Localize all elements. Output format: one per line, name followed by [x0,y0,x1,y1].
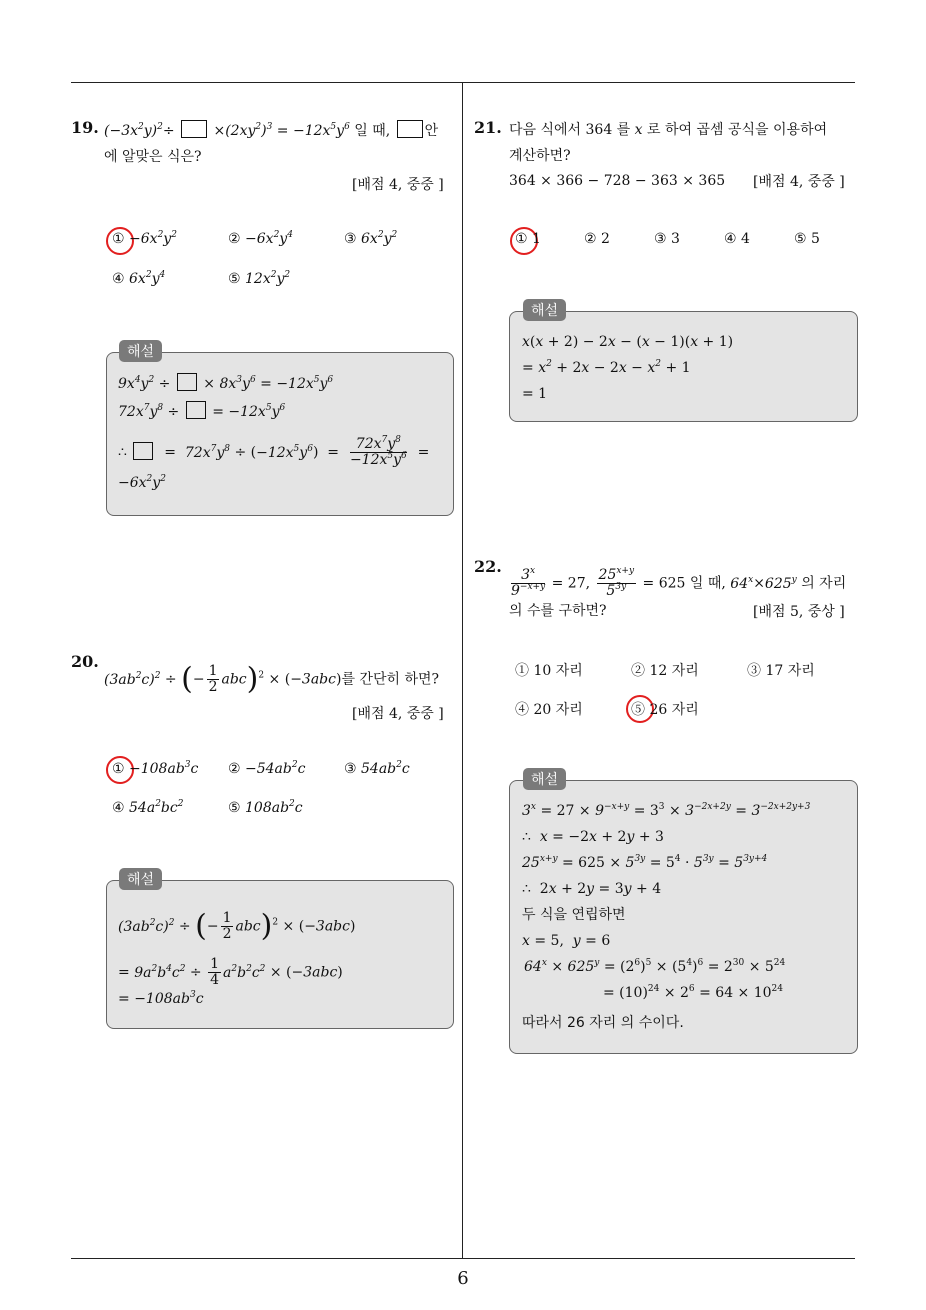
choice-4[interactable]: ④ 20 자리 [515,702,583,718]
question-number: 21. [474,118,502,137]
question-text: $(3ab^2c)^2$ ÷ (− $\frac{1}{2}$ abc)$^2$ × (−3abc)를 간단히 하면? [104,661,440,697]
question-text-line2: 계산하면? [509,148,571,164]
choice-1[interactable]: ① 1 [515,231,541,247]
choice-3[interactable]: ③ 3 [654,231,680,247]
solution-line: = $-108ab^3c$ [118,990,204,1007]
question-number: 20. [71,652,99,671]
choice-5[interactable]: ⑤ $12x^2y^2$ [228,270,291,287]
question-number: 22. [474,557,502,576]
solution-line: $64^x \times 625^y = (2^6)^5 \times (5^4)^6 = 2^{30} \times 5^{24}$ [524,958,786,975]
solution-line: = $x^2 + 2x - 2x - x^2 + 1$ [522,359,691,376]
choice-3[interactable]: ③ $6x^2y^2$ [344,230,398,247]
choice-2[interactable]: ② 12 자리 [631,663,699,679]
solution-line: $3^x = 27 \times 9^{-x+y} = 3^3 \times 3^{-2x+2y} = 3^{-2x+2y+3}$ [522,802,811,819]
bottom-rule [71,1258,855,1259]
choice-2[interactable]: ② $-6x^2y^4$ [228,230,293,247]
solution-line: $9x^4y^2$ ÷ × $8x^3y^6 = -12x^5y^6$ [118,375,334,392]
solution-box [509,311,858,422]
solution-line: ∴ x = −2x + 2y + 3 [522,829,664,845]
solution-line: = 1 [522,386,548,402]
solution-box [106,880,454,1029]
question-text-line2: 에 알맞은 식은? [104,149,202,165]
solution-line: x(x + 2) − 2x − (x − 1)(x + 1) [522,334,734,350]
solution-line: $-6x^2y^2$ [118,474,166,491]
page-number: 6 [457,1268,469,1289]
solution-label: 해설 [119,868,162,890]
solution-line: $72x^7y^8$ ÷ = $-12x^5y^6$ [118,403,286,420]
blank-box [181,120,207,138]
score-tag: [배점 4, 중중 ] [352,706,444,722]
blank-box [397,120,423,138]
choice-4[interactable]: ④ 4 [724,231,750,247]
question-text-line1: 다음 식에서 364 를 x 로 하여 곱셈 공식을 이용하여 [509,122,828,138]
choice-4[interactable]: ④ $6x^2y^4$ [112,270,166,287]
solution-box [106,352,454,516]
solution-line: $(3ab^2c)^2$ ÷ (− $\frac{1}{2}$ abc)$^2$ × (−3abc) [118,908,356,944]
solution-line: 두 식을 연립하면 [522,907,626,923]
question-text-line2: 의 수를 구하면? [509,603,607,619]
choice-3[interactable]: ③ 17 자리 [747,663,815,679]
choice-5[interactable]: ⑤ $108ab^2c$ [228,799,303,816]
choice-2[interactable]: ② 2 [584,231,610,247]
solution-line: = $9a^2b^4c^2$ ÷ $\frac{1}{4}$ $a^2b^2c^2 \times (-3abc)$ [118,956,343,988]
column-divider [462,83,463,1258]
choice-1[interactable]: ① $-108ab^3c$ [112,760,199,777]
choice-4[interactable]: ④ $54a^2bc^2$ [112,799,184,816]
question-text-line1: $(-3x^2y)^2\div \times(2xy^2)^3 = -12x^5y^6$ 일 때, 안 [104,122,439,139]
score-tag: [배점 4, 중중 ] [753,174,845,190]
solution-label: 해설 [119,340,162,362]
solution-label: 해설 [523,299,566,321]
score-tag: [배점 4, 중중 ] [352,177,444,193]
choice-2[interactable]: ② $-54ab^2c$ [228,760,306,777]
choice-5[interactable]: ⑤ 5 [794,231,820,247]
choice-1[interactable]: ① 10 자리 [515,663,583,679]
solution-line: 따라서 26 자리 의 수이다. [522,1015,684,1031]
solution-line: ∴ 2x + 2y = 3y + 4 [522,881,662,897]
question-number: 19. [71,118,99,137]
solution-line: = $(10)^{24} \times 2^6 = 64 \times 10^{24}$ [603,984,783,1001]
solution-line: x = 5, y = 6 [522,933,611,949]
question-text-line1: $\frac{3^x}{9^{-x+y}}$ = 27, $\frac{25^{x+y}}{5^{3y}}$ = 625 일 때, $64^x\times 625^y$ 의 자리 [511,566,847,599]
top-rule [71,82,855,83]
solution-label: 해설 [523,768,566,790]
choice-3[interactable]: ③ $54ab^2c$ [344,760,410,777]
choice-1[interactable]: ① $-6x^2y^2$ [112,230,177,247]
solution-line: $25^{x+y} = 625 \times 5^{3y} = 5^4 \cdot 5^{3y} = 5^{3y+4}$ [522,854,768,871]
solution-line: ∴ = $72x^7y^8 \div (-12x^5y^6)$ = $\frac{72x^7y^8}{-12x^5y^6}$ = [118,435,430,468]
choice-5[interactable]: ⑤ 26 자리 [631,702,699,718]
question-expression: 364 × 366 − 728 − 363 × 365 [509,173,726,189]
solution-box [509,780,858,1054]
score-tag: [배점 5, 중상 ] [753,604,845,620]
